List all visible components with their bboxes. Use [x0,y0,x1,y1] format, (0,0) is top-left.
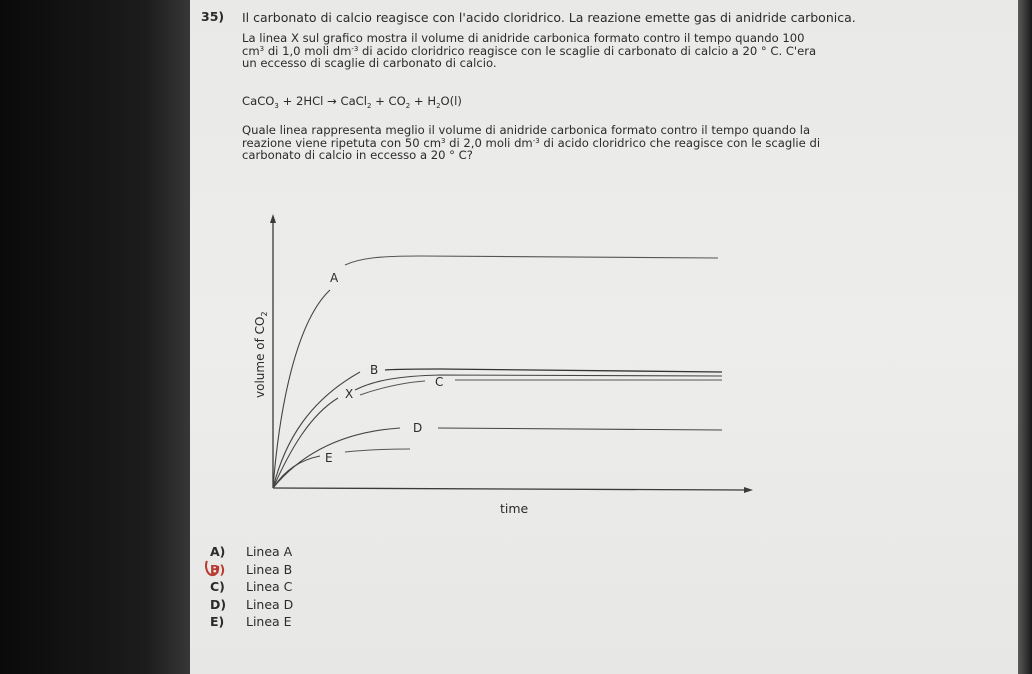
option-text: Linea D [246,596,294,612]
option-a[interactable] [210,543,293,561]
curve-a-plateau [345,256,718,265]
option-letter: E) [210,614,225,630]
option-text: Linea A [246,544,293,559]
label-c: C [435,375,444,389]
answer-options [210,543,293,631]
chemical-equation: CaCO$_3$ + 2HCl → CaCl$_2$ + $CO_2 + H_2O(l)$ [242,94,462,110]
x-axis-label: time [500,501,529,516]
option-letter: A) [210,544,226,559]
label-b: B [370,363,379,377]
option-d[interactable] [210,596,293,614]
option-text: Linea B [246,561,293,577]
label-e: E [325,451,333,465]
curve-d-plateau [438,428,722,430]
curve-d [273,428,400,488]
x-axis-arrow [744,487,753,493]
curve-a [273,290,330,488]
option-letter: D) [210,596,227,612]
paragraph-1-line-3: un eccesso di scaglie di carbonato di calcio. [242,56,497,70]
option-c[interactable] [210,578,293,596]
paragraph-2-line-1: Quale linea rappresenta meglio il volume di anidride carbonica formato contro il tempo quando la [242,123,811,137]
label-x: X [345,387,354,401]
label-a: A [330,271,339,285]
option-text: Linea C [246,579,293,595]
label-d: D [413,421,423,435]
curve-b-plateau [385,369,722,372]
option-letter: B) [210,561,226,577]
paragraph-1-line-1: La linea X sul grafico mostra il volume di anidride carbonica formato contro il tempo quando 100 [242,31,805,45]
paragraph-2-line-2: reazione viene ripetuta con 50 $cm^3$ di 2,0 moli $dm^{-3}$ di acido cloridrico che reagisce con le scaglie di [242,135,821,150]
question-title: Il carbonato di calcio reagisce con l'acido cloridrico. La reazione emette gas di anidride carbonica. [242,10,856,25]
y-axis-arrow [270,214,276,223]
option-b[interactable] [210,561,293,579]
x-axis [273,488,745,490]
option-letter: C) [210,579,225,595]
curve-e-plateau [345,449,410,452]
y-axis-label [253,311,269,398]
question-number: 35) [201,9,225,24]
svg-text:volume of CO2: volume of $CO_2$ [253,311,269,398]
option-e[interactable] [210,613,293,631]
paragraph-1-line-2: $cm^3$ di 1,0 moli $dm^{-3}$ di acido cloridrico reagisce con le scaglie di carbonato di calcio a 20 ° C. C'era [242,43,817,58]
curve-c [360,381,425,395]
option-text: Linea E [246,614,292,630]
paragraph-2-line-3: carbonato di calcio in eccesso a 20 ° C? [242,148,473,162]
